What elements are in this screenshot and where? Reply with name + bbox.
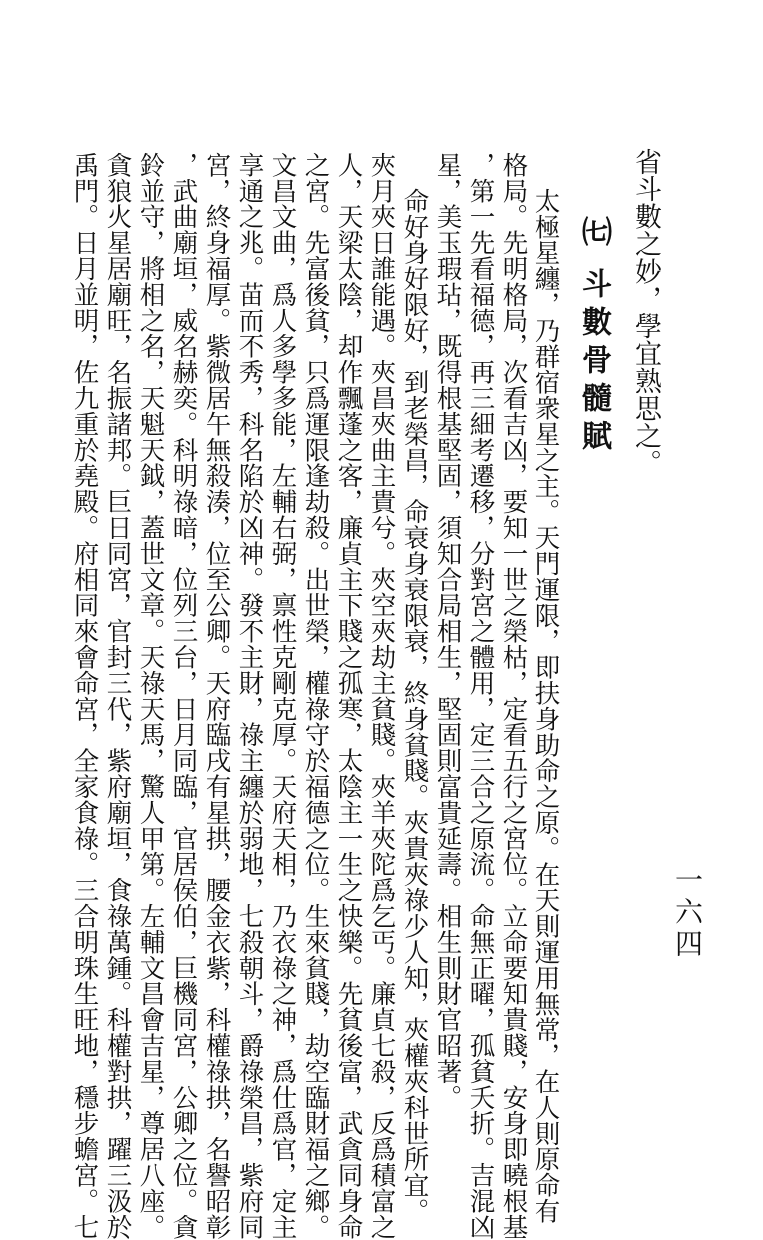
text-column-12: ，武曲廟垣，威名赫奕。科明祿暗，位列三台，日月同臨，官居侯伯，巨機同宮，公卿之位。貪: [168, 152, 199, 1240]
text-column-7: 人，天梁太陰，却作飄蓬之客，廉貞主下賤之孤寒，太陰主一生之快樂。先貧後富，武貪同身命: [333, 152, 364, 1240]
text-column-14: 貪狼火星居廟旺，名振諸邦。巨日同宮，官封三代，紫府廟垣，食祿萬鍾。科權對拱，躍三汲於: [102, 152, 133, 1240]
text-column-1: 太極星纏，乃群宿衆星之主。天門運限，即扶身助命之原。在天則運用無常，在人則原命有: [530, 188, 561, 1224]
text-column-8: 之宮。先富後貧，只爲運限逢劫殺。出世榮，權祿守於福德之位。生來貧賤，劫空臨財福之鄉。: [300, 152, 331, 1240]
text-column-5: 命好身好限好，到老榮昌，命衰身衰限衰，終身貧賤。夾貴夾祿少人知，夾權夾科世所宜。: [399, 188, 430, 1224]
text-column-2: 格局。先明格局，次看吉凶，要知一世之榮枯，定看五行之宮位。立命要知貴賤，安身即曉根基: [498, 152, 529, 1240]
previous-section-closing-line: 省斗數之妙，學宜熟思之。: [630, 148, 661, 477]
page-number: 一六四: [671, 865, 704, 961]
text-column-3: ，第一先看福德，再三細考遷移，分對宮之體用，定三合之原流。命無正曜，孤貧夭折。吉混凶: [465, 152, 496, 1240]
text-column-13: 鈴並守，將相之名，天魁天鉞，蓋世文章。天祿天馬，驚人甲第。左輔文昌會吉星，尊居八座。: [135, 152, 166, 1240]
text-column-4: 星，美玉瑕玷，既得根基堅固，須知合局相生，堅固則富貴延壽。相生則財官昭著。: [432, 152, 463, 1111]
section-number: ㈦: [576, 216, 611, 246]
text-column-11: 宮，終身福厚。紫微居午無殺湊，位至公卿。天府臨戌有星拱，腰金衣紫，科權祿拱，名譽昭彰: [201, 152, 232, 1240]
text-column-9: 文昌文曲，爲人多學多能，左輔右弼，禀性克剛克厚。天府天相，乃衣祿之神，爲仕爲官，定主: [267, 152, 298, 1240]
section-heading: [576, 216, 611, 458]
text-column-6: 夾月夾日誰能遇。夾昌夾曲主貴兮。夾空夾劫主貧賤。夾羊夾陀爲乞丐。廉貞七殺，反爲積富之: [366, 152, 397, 1240]
text-column-10: 享通之兆。苗而不秀，科名陷於凶神。發不主財，祿主纏於弱地，七殺朝斗，爵祿榮昌，紫府同: [234, 152, 265, 1240]
text-column-15: 禹門。日月並明，佐九重於堯殿。府相同來會命宮，全家食祿。三合明珠生旺地，穩步蟾宮。七: [69, 152, 100, 1240]
section-title: 斗數骨髓賦: [576, 268, 611, 458]
